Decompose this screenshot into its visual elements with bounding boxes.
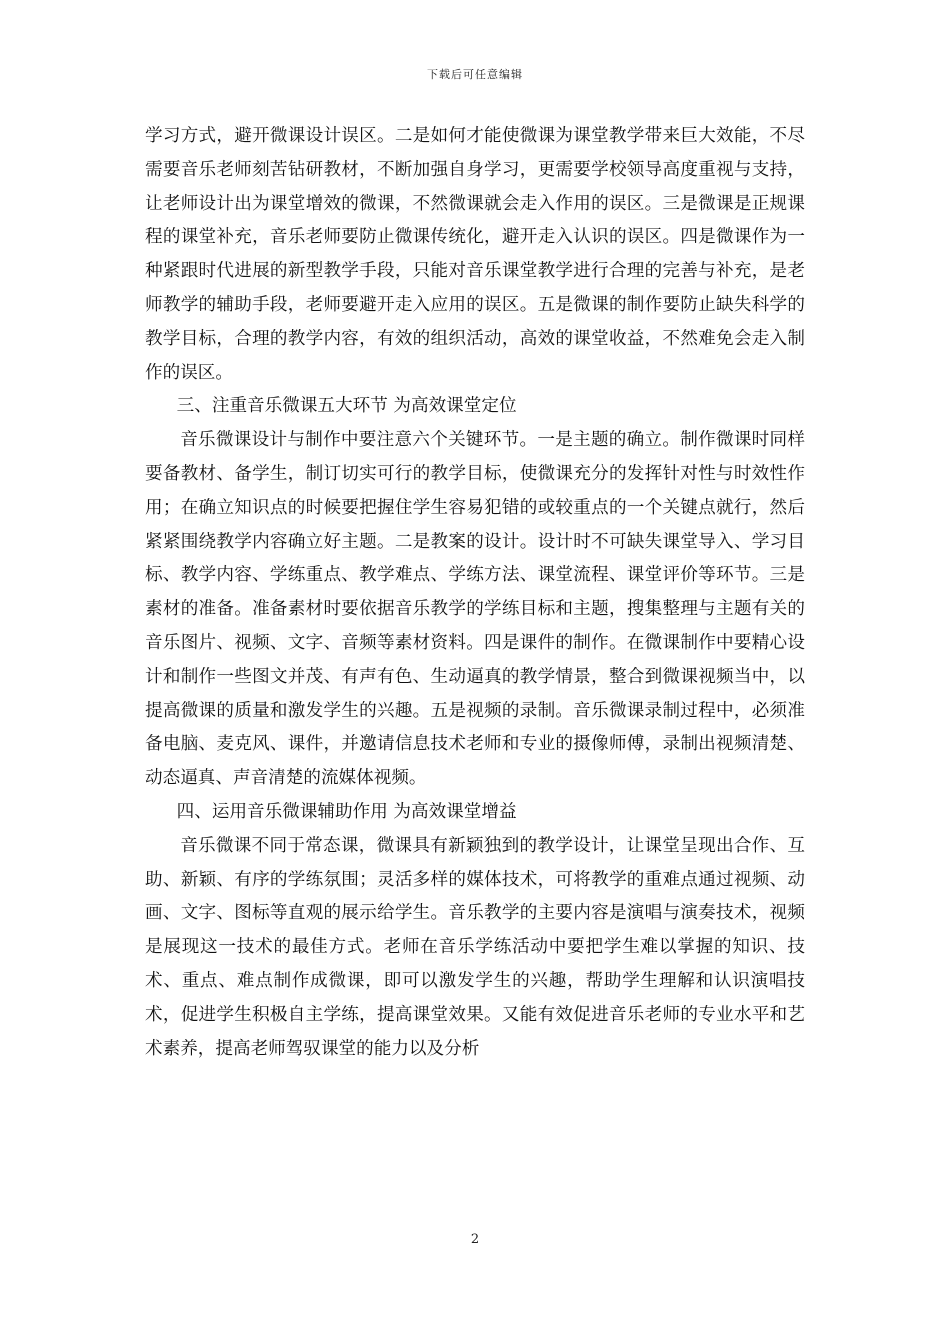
page-number: 2	[470, 1232, 480, 1247]
page-header: 下载后可任意编辑	[427, 68, 523, 81]
paragraph-section-4: 音乐微课不同于常态课，微课具有新颖独到的教学设计，让课堂呈现出合作、互助、新颖、有序的学练氛围；灵活多样的媒体技术，可将教学的重难点通过视频、动画、文字、图标等直观的展示给学生。音乐教学的主要内容是演唱与演奏技术，视频是展现这一技术的最佳方式。老师在音乐学练活动中要把学生难以掌握的知识、技术、重点、难点制作成微课，即可以激发学生的兴趣，帮助学生理解和认识演唱技术，促进学生积极自主学练，提高课堂效果。又能有效促进音乐老师的专业水平和艺术素养，提高老师驾驭课堂的能力以及分析	[145, 835, 805, 1059]
paragraph-continuation: 学习方式，避开微课设计误区。二是如何才能使微课为课堂教学带来巨大效能，不尽需要音乐老师刻苦钻研教材，不断加强自身学习，更需要学校领导高度重视与支持，让老师设计出为课堂增效的微课，不然微课就会走入作用的误区。三是微课是正规课程的课堂补充，音乐老师要防止微课传统化，避开走入认识的误区。四是微课作为一种紧跟时代进展的新型教学手段，只能对音乐课堂教学进行合理的完善与补充，是老师教学的辅助手段，老师要避开走入应用的误区。五是微课的制作要防止缺失科学的教学目标，合理的教学内容，有效的组织活动，高效的课堂收益，不然难免会走入制作的误区。	[145, 126, 805, 383]
document-body	[145, 120, 805, 1066]
section-heading-4: 四、运用音乐微课辅助作用 为高效课堂增益	[176, 801, 517, 822]
section-heading-3: 三、注重音乐微课五大环节 为高效课堂定位	[176, 396, 517, 417]
paragraph-section-3: 音乐微课设计与制作中要注意六个关键环节。一是主题的确立。制作微课时同样要备教材、备学生，制订切实可行的教学目标，使微课充分的发挥针对性与时效性作用；在确立知识点的时候要把握住学生容易犯错的或较重点的一个关键点就行，然后紧紧围绕教学内容确立好主题。二是教案的设计。设计时不可缺失课堂导入、学习目标、教学内容、学练重点、教学难点、学练方法、课堂流程、课堂评价等环节。三是素材的准备。准备素材时要依据音乐教学的学练目标和主题，搜集整理与主题有关的音乐图片、视频、文字、音频等素材资料。四是课件的制作。在微课制作中要精心设计和制作一些图文并茂、有声有色、生动逼真的教学情景，整合到微课视频当中，以提高微课的质量和激发学生的兴趣。五是视频的录制。音乐微课录制过程中，必须准备电脑、麦克风、课件，并邀请信息技术老师和专业的摄像师傅，录制出视频清楚、动态逼真、声音清楚的流媒体视频。	[145, 430, 805, 789]
